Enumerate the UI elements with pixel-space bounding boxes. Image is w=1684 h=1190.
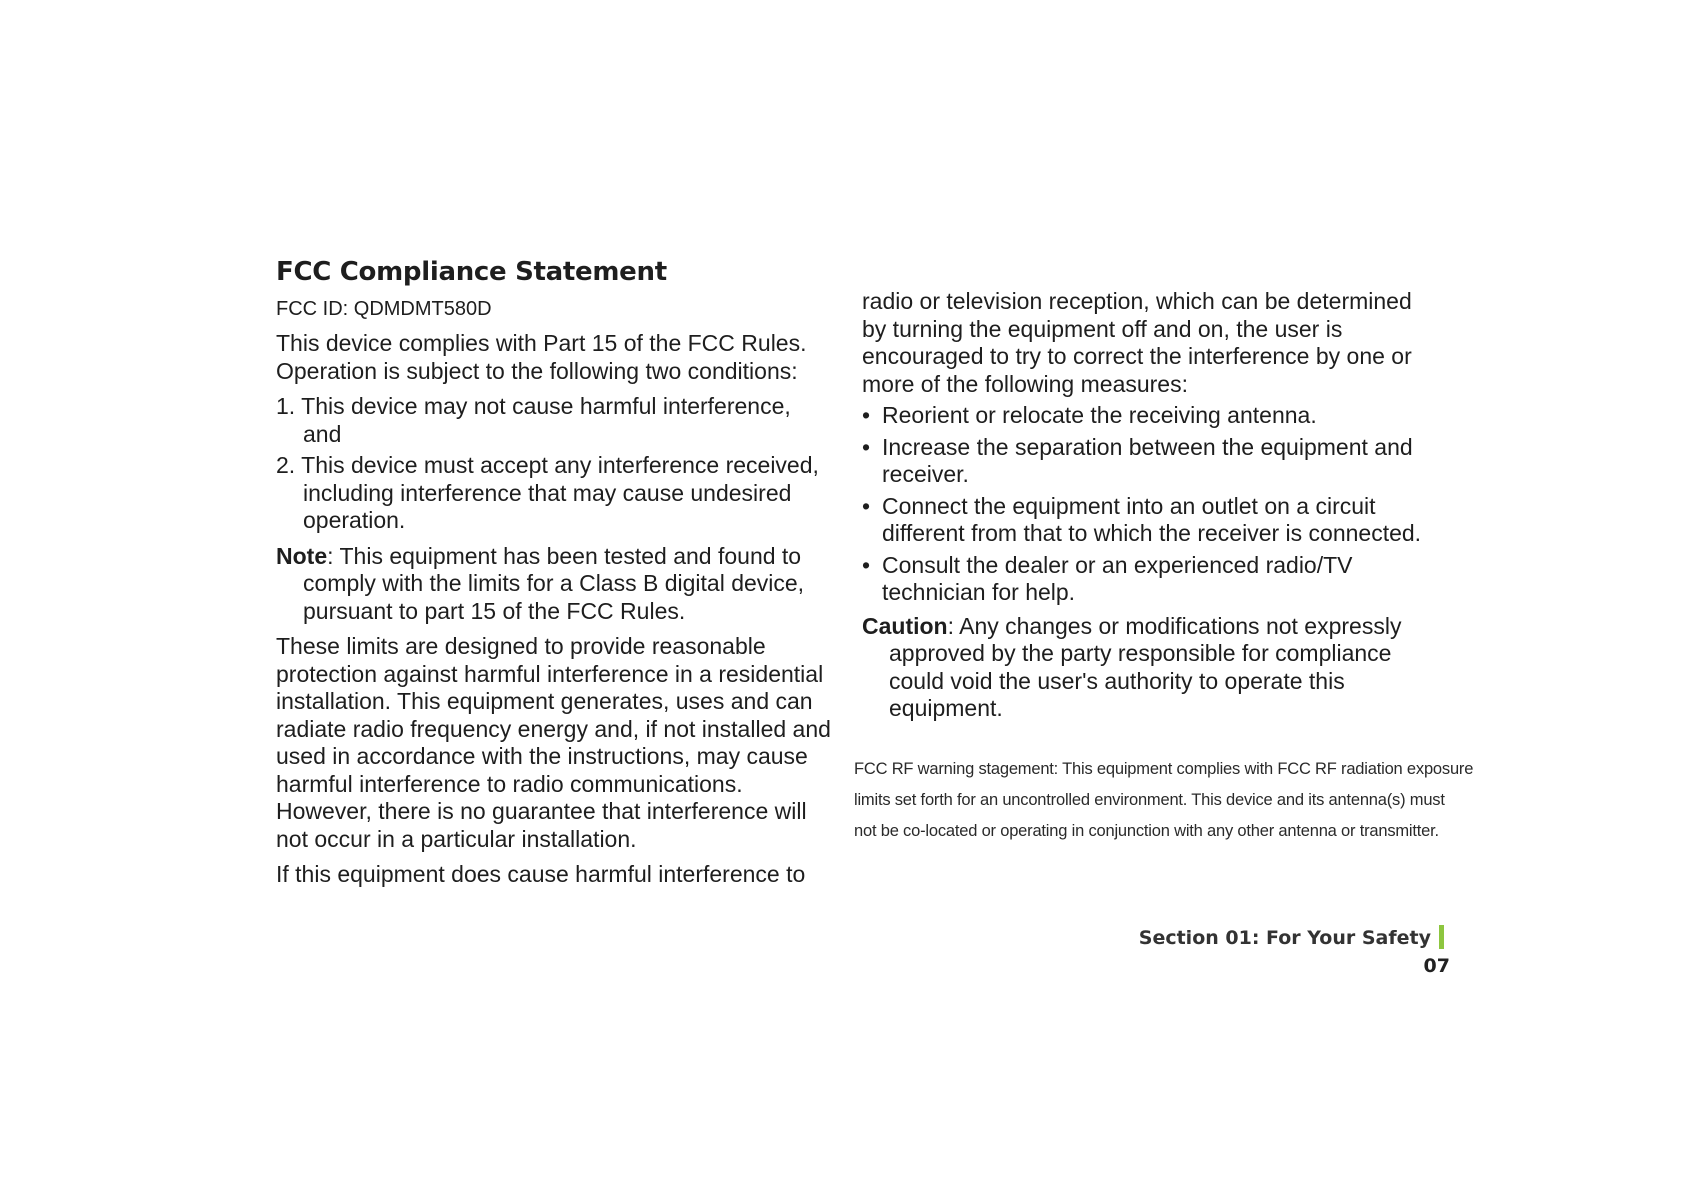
limits-paragraph: These limits are designed to provide reasonable protection against harmful interference in a residential installation. This equipment generates, uses and can radiate radio frequency energy and, if not installed and used in accordance with the instructions, may cause harmful interference to radio communications. However, there is no guarantee that interference will not occur in a particular installation. — [276, 633, 831, 852]
rf-warning-line: FCC RF warning stagement: This equipment complies with FCC RF radiation exposure — [854, 760, 1474, 778]
section-label: Section 01: For Your Safety — [1138, 927, 1431, 949]
caution-paragraph — [862, 613, 1432, 723]
list-item — [862, 552, 1432, 607]
bullet-icon: • — [862, 492, 871, 519]
list-item — [862, 402, 1432, 430]
bullet-icon: • — [862, 402, 871, 428]
measure-text: Consult the dealer or an experienced radio/TV technician for help. — [882, 551, 1353, 605]
list-item — [862, 434, 1432, 489]
measures-list — [862, 402, 1432, 607]
fcc-id: FCC ID: QDMDMT580D — [276, 298, 492, 320]
condition-item: 2. This device must accept any interference received, including interference that may cause undesired operation. — [276, 452, 819, 533]
measure-text: Increase the separation between the equipment and receiver. — [882, 433, 1413, 487]
caution-text: : Any changes or modifications not expressly approved by the party responsible for compliance could void the user's authority to operate this equipment. — [889, 612, 1402, 721]
bullet-icon: • — [862, 551, 871, 578]
rf-warning-line: not be co-located or operating in conjunction with any other antenna or transmitter. — [854, 822, 1439, 840]
note-label: Note — [276, 542, 328, 569]
right-column — [862, 288, 1432, 731]
caution-label: Caution — [862, 612, 948, 639]
intro-paragraph: This device complies with Part 15 of the FCC Rules. Operation is subject to the following two conditions: — [276, 330, 807, 384]
left-column — [276, 254, 831, 897]
measure-text: Connect the equipment into an outlet on a circuit different from that to which the receiver is connected. — [882, 492, 1422, 546]
list-item — [862, 493, 1432, 548]
page-title: FCC Compliance Statement — [276, 257, 667, 287]
page-footer — [1130, 924, 1450, 980]
condition-item: 1. This device may not cause harmful interference, and — [276, 393, 791, 447]
continuation-end: radio or television reception, which can be determined by turning the equipment off and on, the user is encouraged to try to correct the interference by one or more of the following measures: — [862, 288, 1412, 397]
note-paragraph — [276, 543, 831, 626]
continuation-start: If this equipment does cause harmful interference to — [276, 861, 806, 887]
rf-warning — [854, 754, 1504, 847]
footer-separator — [1439, 925, 1444, 949]
bullet-icon: • — [862, 433, 871, 460]
rf-warning-line: limits set forth for an uncontrolled environment. This device and its antenna(s) must — [854, 791, 1445, 809]
page-number: 07 — [1423, 955, 1450, 977]
note-text: : This equipment has been tested and found to comply with the limits for a Class B digital device, pursuant to part 15 of the FCC Rules. — [303, 542, 805, 624]
measure-text: Reorient or relocate the receiving antenna. — [882, 402, 1317, 428]
